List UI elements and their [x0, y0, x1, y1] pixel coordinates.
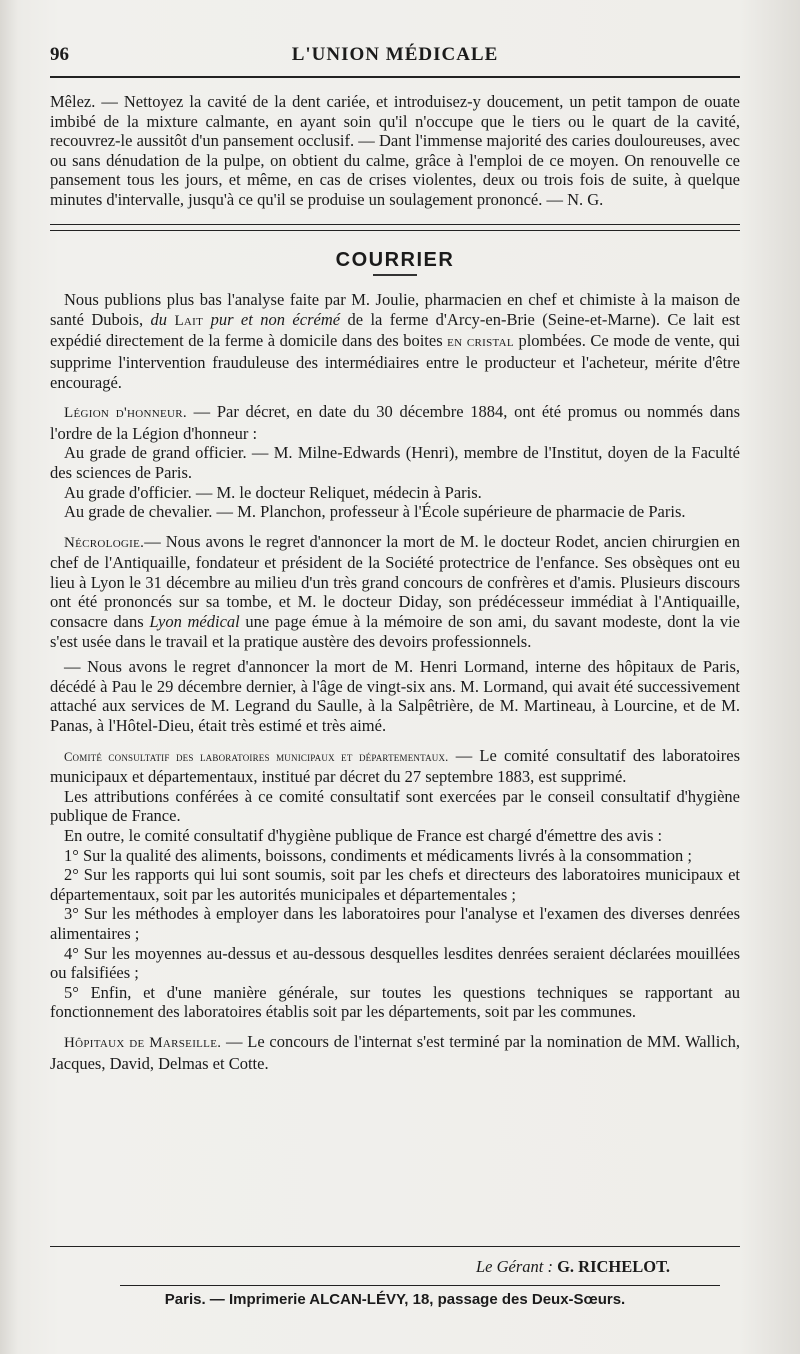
- necrology-heading: Nécrologie.: [64, 534, 145, 551]
- legion-item: Au grade de chevalier. — M. Planchon, professeur à l'École supérieure de pharmacie de Paris.: [64, 502, 686, 522]
- hopitaux-heading: Hôpitaux de Marseille.: [64, 1034, 222, 1051]
- avis-item: 4° Sur les moyennes au-dessus et au-dessous desquelles lesdites denrées seraient déclarées mouillées ou falsifiées ;: [50, 943, 740, 983]
- en-outre-paragraph: En outre, le comité consultatif d'hygiène publique de France est chargé d'émettre des avis :: [64, 826, 663, 845]
- legion-paragraph: Légion d'honneur. — Par décret, en date du 30 décembre 1884, ont été promus ou nommés dans l'ordre de la Légion d'honneur :: [50, 402, 740, 443]
- imprint-line: Paris. — Imprimerie ALCAN-LÉVY, 18, passage des Deux-Sœurs.: [164, 1291, 626, 1308]
- lormand-paragraph: — Nous avons le regret d'annoncer la mort de M. Henri Lormand, interne des hôpitaux de Paris, décédé à Pau le 29 décembre dernier, à l'âge de vingt-six ans. M. Lormand, qui avait été successivement attaché aux services de M. Legrand du Saulle, à la Salpêtrière, de M. Martineau, à Lourcine, et de M. Panas, à l'Hôtel-Dieu, était très estimé et très aimé.: [50, 657, 740, 736]
- page-number: 96: [50, 44, 69, 65]
- section-separator: [50, 224, 740, 231]
- avis-item: 1° Sur la qualité des aliments, boissons, condiments et médicaments livrés à la consommation ;: [64, 845, 692, 865]
- page-header: [50, 44, 740, 70]
- footer-rule: [50, 1246, 740, 1247]
- avis-item: 3° Sur les méthodes à employer dans les laboratoires pour l'analyse et l'examen des diverses denrées alimentaires ;: [50, 904, 740, 943]
- header-rule: [50, 76, 740, 78]
- section-title: COURRIER: [335, 248, 455, 271]
- hopitaux-paragraph: Hôpitaux de Marseille. — Le concours de l'internat s'est terminé par la nomination de MM. Wallich, Jacques, David, Delmas et Cotte.: [50, 1031, 740, 1073]
- necrology-paragraph: Nécrologie.— Nous avons le regret d'annoncer la mort de M. le docteur Rodet, ancien chirurgien en chef de l'Antiquaille, fondateur et président de la Société protectrice de l'enfance. Ses obsèques ont eu lieu à Lyon le 31 décembre au milieu d'un très grand concours de confrères et d'amis. Plusieurs discours ont été prononcés sur sa tombe, et M. le docteur Diday, son prédécesseur immédiat à l'Antiquaille, consacre dans Lyon médical une page émue à la mémoire de son ami, du savant modeste, dont la vie s'est usée dans le travail et la pratique austère des devoirs professionnels.: [50, 531, 740, 651]
- intro-paragraph: Mêlez. — Nettoyez la cavité de la dent cariée, et introduisez-y doucement, un petit tampon de ouate imbibé de la mixture calmante, en ayant soin qu'il n'occupe que le tiers ou le quart de la cavité, recouvrez-le aussitôt d'un pansement occlusif. — Dant l'immense majorité des caries douloureuses, avec ou sans dénudation de la pulpe, on obtient du calme, grâce à l'emploi de ce moyen. On renouvelle ce pansement tous les jours, et même, en cas de crises violentes, deux ou trois fois de suite, à quelque minutes d'intervalle, jusqu'à ce qu'il se produise un soulagement prononcé. — N. G.: [50, 92, 740, 209]
- comite-heading: Comité consultatif des laboratoires municipaux et départementaux.: [64, 749, 449, 764]
- page-content: [50, 92, 740, 1073]
- attributions-paragraph: Les attributions conférées à ce comité consultatif sont exercées par le conseil consultatif d'hygiène publique de France.: [50, 786, 740, 826]
- legion-item: Au grade de grand officier. — M. Milne-Edwards (Henri), membre de l'Institut, doyen de la Faculté des sciences de Paris.: [50, 443, 740, 482]
- avis-item: 5° Enfin, et d'une manière générale, sur toutes les questions techniques se rapportant au fonctionnement des laboratoires établis soit par les départements, soit par les communes.: [50, 982, 740, 1022]
- legion-item: Au grade d'officier. — M. le docteur Reliquet, médecin à Paris.: [64, 482, 482, 502]
- gerant-line: Le Gérant : G. RICHELOT.: [475, 1257, 670, 1276]
- milk-paragraph: Nous publions plus bas l'analyse faite par M. Joulie, pharmacien en chef et chimiste à la maison de santé Dubois, du Lait pur et non écrémé de la ferme d'Arcy-en-Brie (Seine-et-Marne). Ce lait est expédié directement de la ferme à domicile dans des boites en cristal plombées. Ce mode de vente, qui supprime l'intervention frauduleuse des intermédiaires entre le producteur et l'acheteur, mérite d'être encouragé.: [50, 290, 740, 392]
- page-footer: [50, 1246, 740, 1308]
- comite-paragraph: Comité consultatif des laboratoires municipaux et départementaux. — Le comité consultatif des laboratoires municipaux et départementaux, institué par décret du 27 septembre 1883, est supprimé.: [50, 745, 740, 787]
- avis-item: 2° Sur les rapports qui lui sont soumis, soit par les chefs et directeurs des laboratoires municipaux et départementaux, soit par les autorités municipales et départementales ;: [50, 865, 740, 904]
- legion-heading: Légion d'honneur.: [64, 405, 187, 422]
- imprint-rule: [120, 1285, 720, 1286]
- running-title: L'UNION MÉDICALE: [291, 44, 499, 65]
